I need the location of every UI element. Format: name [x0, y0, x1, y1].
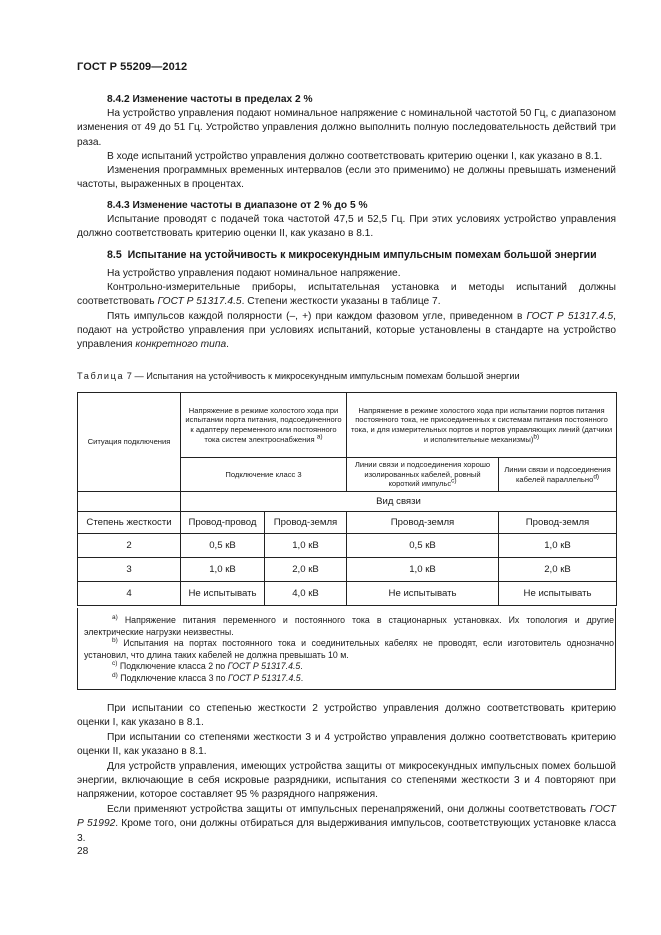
section-8-4-3-title: 8.4.3 Изменение частоты в диапазоне от 2 % до 5 % [107, 200, 368, 211]
table-row [78, 558, 617, 582]
paragraph: Пять импульсов каждой полярности (–, +) при каждом фазовом угле, приведенном в ГОСТ Р 51317.4.5, подают на устройство управления при условиях испытаний, которые установлены в стандарте на устройство управления конкретного типа. [77, 310, 616, 351]
header-situation: Ситуация подключения [78, 393, 181, 492]
table-cell: Не испытывать [181, 582, 265, 606]
table-row [78, 582, 617, 606]
section-8-4-3 [77, 199, 616, 242]
table-cell: 1,0 кВ [181, 558, 265, 582]
paragraph: Если применяют устройства защиты от импульсных перенапряжений, они должны соответствовать ГОСТ Р 51992. Кроме того, они должны отбираться для выдерживания импульсов, соответствующих установке класса 3. [77, 803, 616, 844]
document-header: ГОСТ Р 55209—2012 [77, 61, 188, 73]
paragraph: При испытании со степенями жесткости 3 и 4 устройство управления должно соответствовать критерию оценки II, как указано в 8.1. [77, 731, 616, 758]
section-title-text: Испытание на устойчивость к микросекундным импульсным помехам большой энергии [127, 249, 597, 261]
header-class3: Подключение класс 3 [181, 458, 347, 492]
table-cell: 4 [78, 582, 181, 606]
standard-reference: ГОСТ Р 51317.4.5 [526, 310, 614, 322]
header-sub-lines-short: Линии связи и подсоединения хорошо изолированных кабелей, ровный короткий импульс$^{c)}$ [347, 458, 499, 492]
table-cell: 0,5 кВ [181, 534, 265, 558]
section-8-4-2-title: 8.4.2 Изменение частоты в пределах 2 % [107, 94, 313, 105]
standard-reference: ГОСТ Р 51317.4.5 [157, 296, 242, 308]
paragraph: Изменения программных временных интервалов (если это применимо) не должны превышать изменений частоты, выраженных в процентах. [77, 165, 616, 191]
paragraph: На устройство управления подают номинальное напряжение. [107, 268, 401, 279]
post-table-text [77, 702, 616, 846]
header-wire-ground: Провод-земля [499, 512, 617, 534]
paragraph: На устройство управления подают номинальное напряжение с номинальной частотой 50 Гц, с диапазоном изменения от 49 до 51 Гц. Устройство управления должно выполнить полную последовательность действий три раза. [77, 108, 616, 148]
paragraph: Контрольно-измерительные приборы, испытательная установка и методы испытаний должны соответствовать ГОСТ Р 51317.4.5. Степени жесткости указаны в таблице 7. [77, 282, 616, 308]
header-wire-wire: Провод-провод [181, 512, 265, 534]
table-caption: Таблица 7 — Испытания на устойчивость к микросекундным импульсным помехам большой энергии [77, 371, 520, 381]
header-sub-lines-parallel: Линии связи и подсоединения кабелей параллельно$^{d)}$ [499, 458, 617, 492]
paragraph: Испытание проводят с подачей тока частотой 47,5 и 52,5 Гц. При этих условиях устройство управления должно соответствовать критерию оценки II, как указано в 8.1. [77, 214, 616, 240]
header-ac-dc-port: Напряжение в режиме холостого хода при испытании порта питания, подсоединенного к адаптеру переменного или постоянного тока систем электроснабжения $^{a)}$ [181, 393, 347, 458]
table-cell: 2,0 кВ [499, 558, 617, 582]
section-8-4-2 [77, 93, 616, 192]
table-cell: 1,0 кВ [265, 534, 347, 558]
table-cell: 3 [78, 558, 181, 582]
standard-reference: ГОСТ Р 51992 [77, 803, 616, 830]
header-degree: Степень жесткости [78, 512, 181, 534]
section-8-5 [77, 248, 616, 352]
table-row [78, 534, 617, 558]
note-c: $^{c)}$ Подключение класса 2 по ГОСТ Р 51317.4.5. [112, 660, 303, 672]
table-cell: Не испытывать [499, 582, 617, 606]
table-notes [84, 615, 614, 685]
table-cell: 0,5 кВ [347, 534, 499, 558]
section-number: 8.5 [107, 249, 122, 261]
page-number: 28 [77, 846, 89, 857]
table-cell: 1,0 кВ [347, 558, 499, 582]
table-cell: 2 [78, 534, 181, 558]
header-wire-ground: Провод-земля [347, 512, 499, 534]
table-7 [77, 392, 617, 606]
paragraph: В ходе испытаний устройство управления должно соответствовать критерию оценки I, как указано в 8.1. [107, 150, 603, 162]
note-b: $^{b)}$ Испытания на портах постоянного тока и соединительных кабелях не проводят, если изготовитель однозначно установил, что длина таких кабелей не должна превышать 10 м. [84, 637, 614, 660]
note-d: $^{d)}$ Подключение класса 3 по ГОСТ Р 51317.4.5. [112, 672, 304, 683]
section-8-5-title [77, 248, 616, 262]
table-cell: 2,0 кВ [265, 558, 347, 582]
table-cell: 4,0 кВ [265, 582, 347, 606]
paragraph: Для устройств управления, имеющих устройства защиты от микросекундных импульсных помех большой энергии, включающие в себя искровые разрядники, испытания со степенями жесткости 3 и 4 повторяют при напряжении, которое составляет 95 % разрядного напряжения. [77, 760, 616, 801]
note-a: $^{a)}$ Напряжение питания переменного и постоянного тока в стационарных установках. Их топология и другие электрические нагрузки неизвестны. [84, 614, 614, 637]
header-dc-signal-port: Напряжение в режиме холостого хода при испытании портов питания постоянного тока, не присоединенных к системам питания постоянного тока, и для измерительных портов и портов управляющих линий (датчики и исполнительные механизмы)$^{b)}$ [347, 393, 617, 458]
header-wire-ground: Провод-земля [265, 512, 347, 534]
table-cell: Не испытывать [347, 582, 499, 606]
header-kind: Вид связи [181, 492, 617, 512]
paragraph: При испытании со степенью жесткости 2 устройство управления должно соответствовать критерию оценки I, как указано в 8.1. [77, 703, 616, 729]
table-cell: 1,0 кВ [499, 534, 617, 558]
